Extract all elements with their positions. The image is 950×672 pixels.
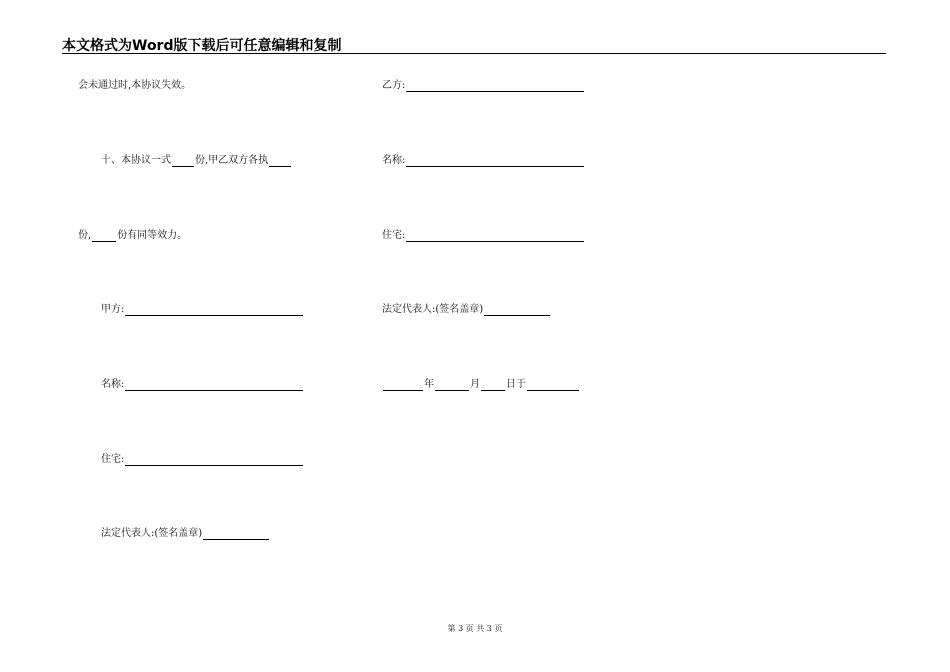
clause-ten-continuation bbox=[78, 230, 187, 242]
party-a-address-label: 住宅: bbox=[101, 454, 125, 465]
party-b-address-label: 住宅: bbox=[382, 230, 406, 241]
date-month-label: 月 bbox=[470, 379, 480, 390]
party-b-rep-row bbox=[382, 304, 551, 316]
clause-continuation bbox=[78, 80, 191, 92]
party-b-rep-label: 法定代表人:(签名盖章) bbox=[382, 304, 484, 315]
party-b-row bbox=[382, 80, 585, 92]
party-b-rep-blank[interactable] bbox=[484, 305, 550, 316]
clause-ten-text-c: 份, bbox=[78, 230, 92, 241]
date-row bbox=[382, 379, 580, 391]
party-a-address-row bbox=[101, 454, 304, 466]
clause-ten-text-a: 十、本协议一式 bbox=[101, 155, 171, 166]
clause-ten-text-d: 份有同等效力。 bbox=[117, 230, 188, 241]
copies-count-blank[interactable] bbox=[92, 231, 116, 242]
date-year-blank[interactable] bbox=[383, 380, 423, 391]
party-a-label: 甲方: bbox=[101, 304, 125, 315]
date-day-blank[interactable] bbox=[481, 380, 505, 391]
party-a-name-row bbox=[101, 379, 304, 391]
party-b-address-row bbox=[382, 230, 585, 242]
date-place-blank[interactable] bbox=[527, 380, 579, 391]
copies-total-blank[interactable] bbox=[172, 156, 194, 167]
party-a-rep-blank[interactable] bbox=[203, 529, 269, 540]
party-a-rep-row bbox=[101, 528, 270, 540]
page-footer: 第 3 页 共 3 页 bbox=[447, 624, 503, 633]
party-a-rep-label: 法定代表人:(签名盖章) bbox=[101, 528, 203, 539]
copies-each-blank[interactable] bbox=[269, 156, 291, 167]
party-a-address-blank[interactable] bbox=[125, 455, 303, 466]
party-b-address-blank[interactable] bbox=[406, 231, 584, 242]
party-b-label: 乙方: bbox=[382, 80, 406, 91]
party-a-name-label: 名称: bbox=[101, 379, 125, 390]
clause-ten-line bbox=[101, 155, 292, 167]
clause-ten-text-b: 份,甲乙双方各执 bbox=[195, 155, 269, 166]
header-divider bbox=[62, 53, 886, 54]
clause-continuation-text: 会未通过时,本协议失效。 bbox=[78, 80, 192, 91]
party-b-name-label: 名称: bbox=[382, 155, 406, 166]
party-a-row bbox=[101, 304, 304, 316]
party-b-name-row bbox=[382, 155, 585, 167]
date-month-blank[interactable] bbox=[435, 380, 469, 391]
party-a-blank[interactable] bbox=[125, 305, 303, 316]
header-title: 本文格式为Word版下载后可任意编辑和复制 bbox=[62, 38, 342, 54]
date-year-label: 年 bbox=[424, 379, 434, 390]
party-a-name-blank[interactable] bbox=[125, 380, 303, 391]
date-day-label: 日于 bbox=[506, 379, 526, 390]
party-b-blank[interactable] bbox=[406, 81, 584, 92]
party-b-name-blank[interactable] bbox=[406, 156, 584, 167]
